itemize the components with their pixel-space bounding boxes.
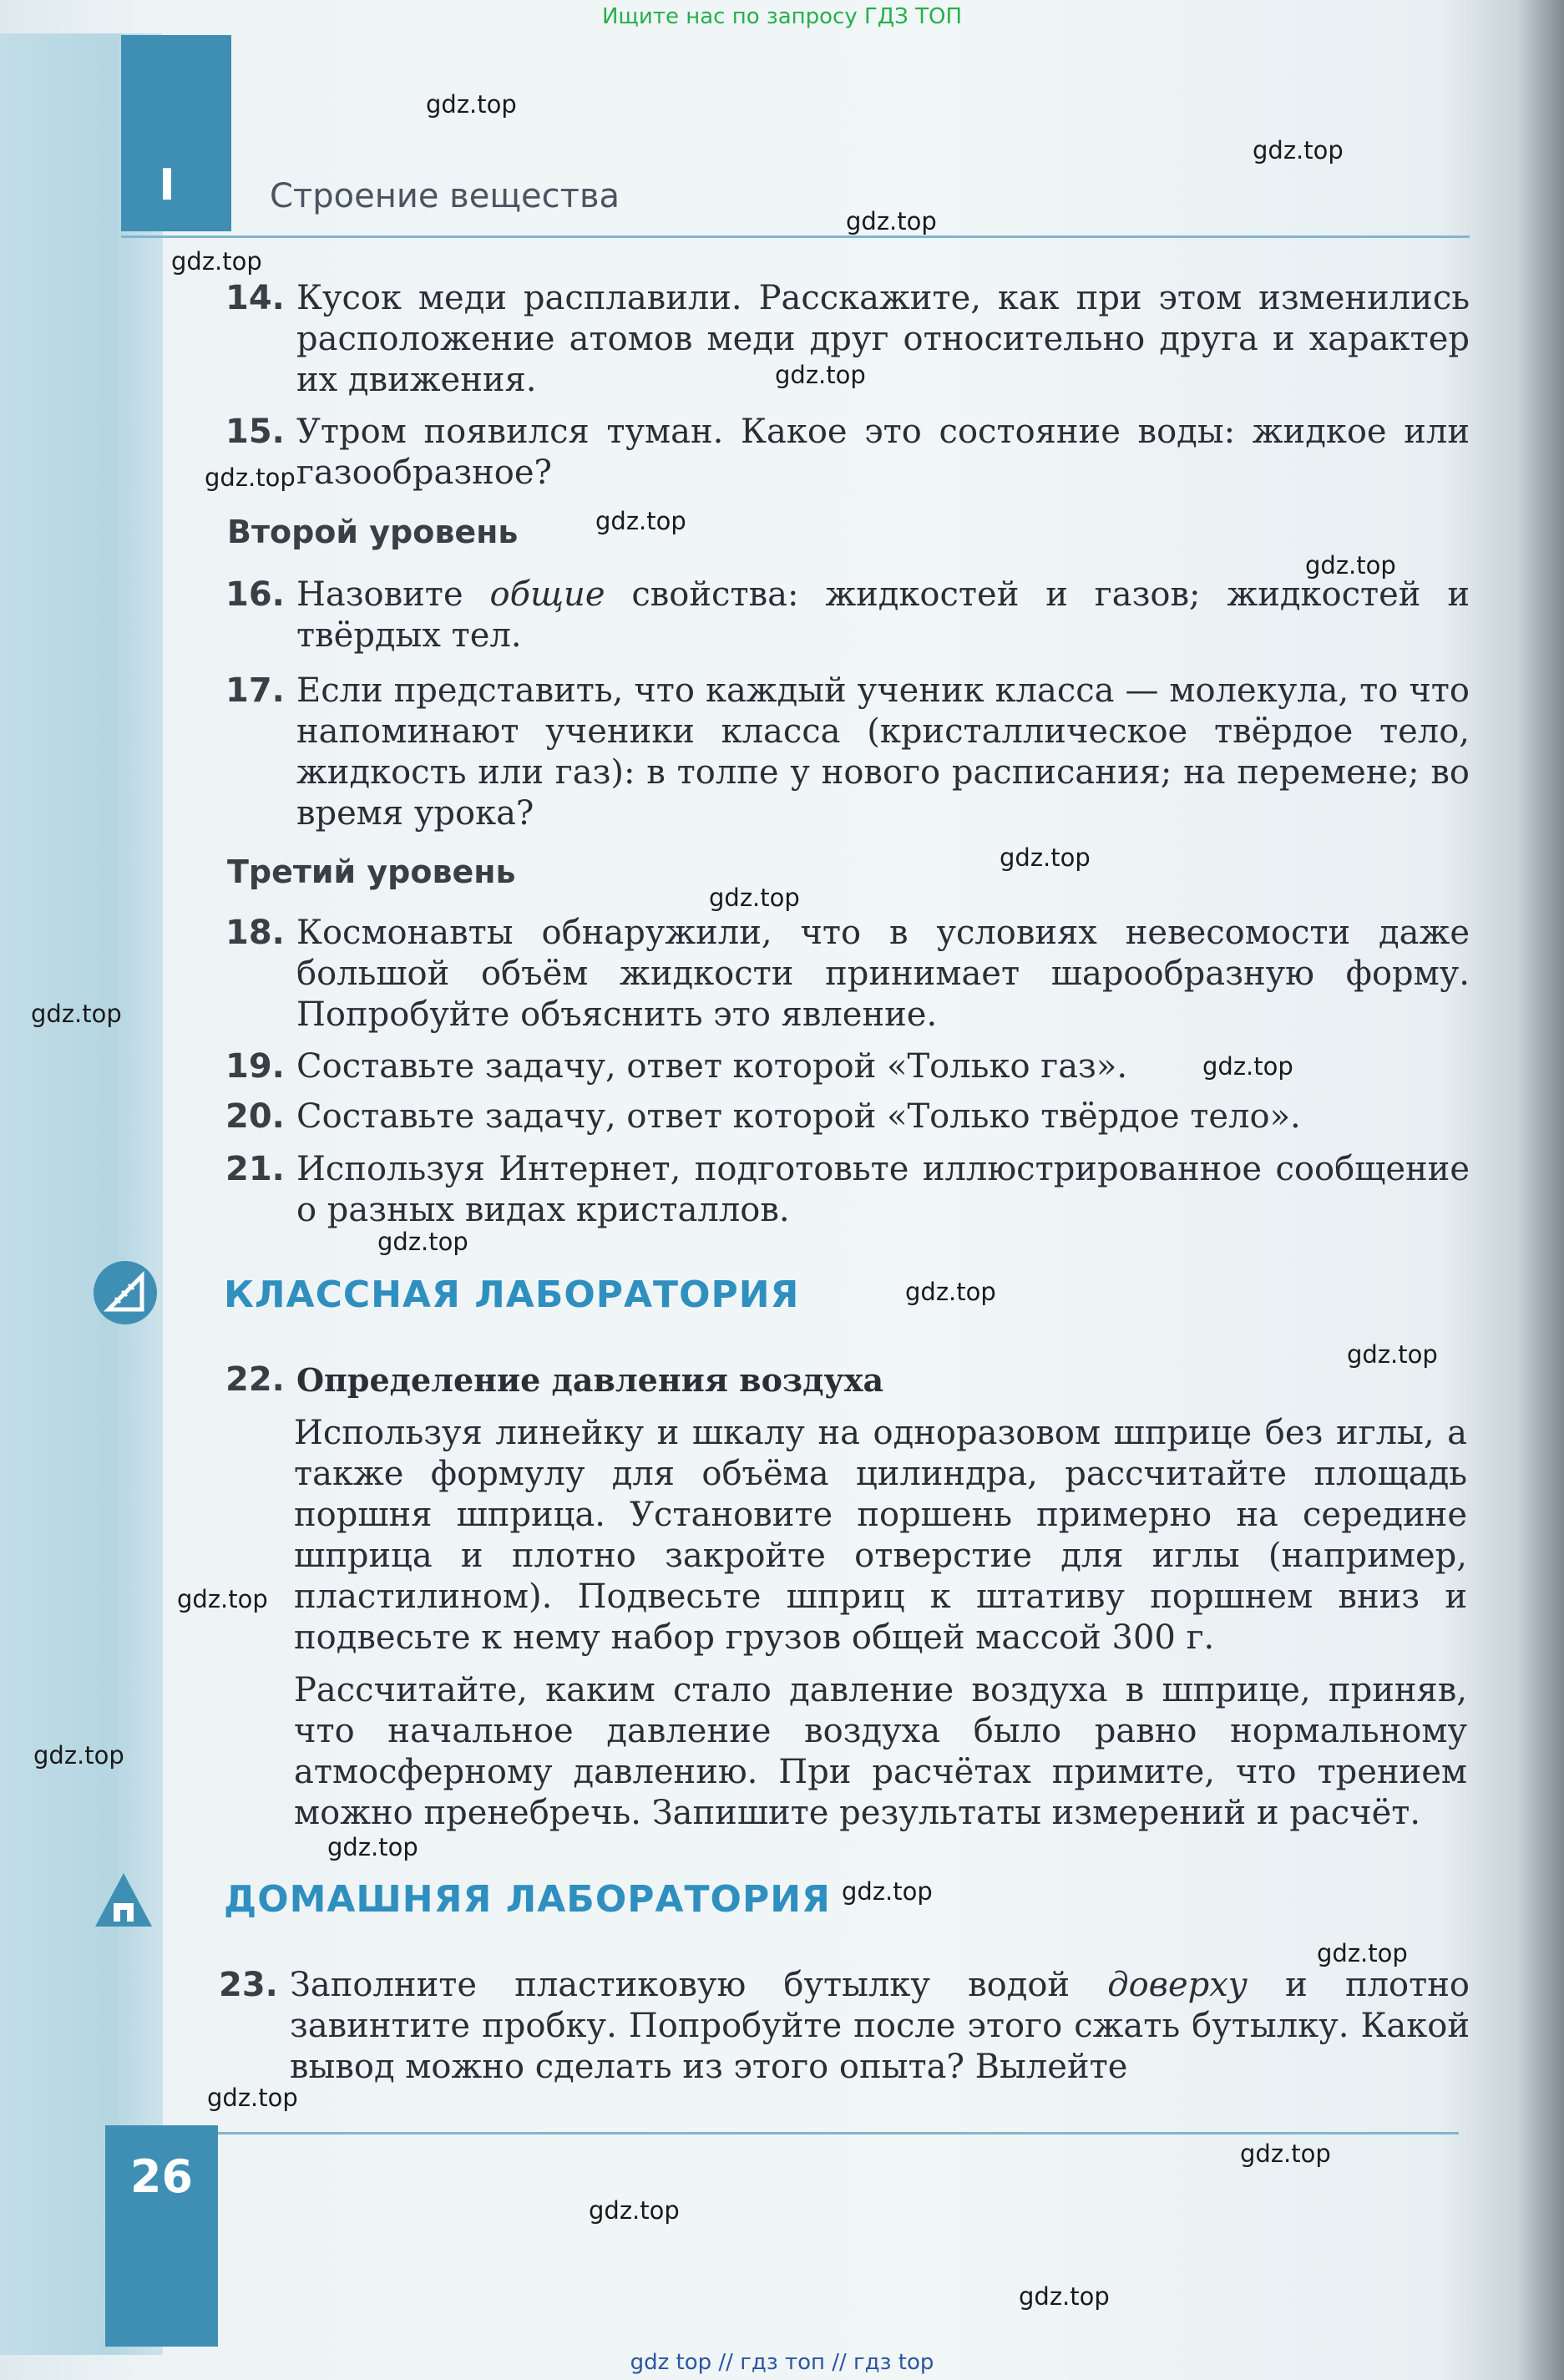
watermark: gdz.top xyxy=(1202,1052,1293,1081)
task-number: 20. xyxy=(225,1097,285,1136)
task-text: Заполните пластиковую бутылку водой доверху и плотно завинтите пробку. Попробуйте после этого сжать бутылку. Какой вывод можно сделать из этого опыта? Вылейте xyxy=(290,1966,1470,2086)
task-20 xyxy=(225,1096,1470,1137)
task-text: Утром появился туман. Какое это состояние воды: жидкое или газообразное? xyxy=(296,413,1470,492)
footer-divider xyxy=(109,2132,1459,2134)
task-number: 18. xyxy=(225,914,285,952)
watermark: gdz.top xyxy=(846,207,937,235)
watermark: gdz.top xyxy=(1019,2282,1110,2311)
watermark: gdz.top xyxy=(905,1278,996,1306)
watermark: gdz.top xyxy=(207,2084,298,2112)
bottom-search-banner[interactable]: gdz top // гдз топ // гдз top xyxy=(630,2350,934,2375)
watermark: gdz.top xyxy=(589,2196,680,2225)
task-number: 19. xyxy=(225,1047,285,1086)
level-heading-3: Третий уровень xyxy=(227,853,516,890)
task-number: 16. xyxy=(225,575,285,614)
home-lab-title: ДОМАШНЯЯ ЛАБОРАТОРИЯ xyxy=(224,1878,831,1921)
task-15 xyxy=(225,412,1470,494)
chapter-number: I xyxy=(159,160,175,210)
page-number: 26 xyxy=(129,2150,194,2203)
watermark: gdz.top xyxy=(1305,551,1396,580)
watermark: gdz.top xyxy=(377,1228,468,1256)
emphasis-word: доверху xyxy=(1107,1966,1248,2004)
watermark: gdz.top xyxy=(595,507,686,535)
watermark: gdz.top xyxy=(1253,136,1344,165)
top-search-banner[interactable]: Ищите нас по запросу ГДЗ ТОП xyxy=(601,4,963,29)
watermark: gdz.top xyxy=(1000,843,1091,872)
task-21 xyxy=(225,1149,1470,1231)
lab-heading: Определение давления воздуха xyxy=(296,1361,884,1399)
task-text: Используя Интернет, подготовьте иллюстрированное сообщение о разных видах кристаллов. xyxy=(296,1150,1470,1229)
left-margin-band xyxy=(0,33,163,2355)
task-number: 23. xyxy=(219,1966,278,2004)
watermark: gdz.top xyxy=(1317,1939,1408,1967)
header-divider xyxy=(121,235,1470,238)
level-heading-2: Второй уровень xyxy=(227,514,519,550)
watermark: gdz.top xyxy=(31,1000,122,1028)
task-number: 15. xyxy=(225,413,285,451)
task-text: Назовите общие свойства: жидкостей и газов; жидкостей и твёрдых тел. xyxy=(296,575,1470,655)
watermark: gdz.top xyxy=(426,90,517,119)
task-number: 22. xyxy=(225,1360,285,1399)
emphasis-word: общие xyxy=(489,575,605,614)
watermark: gdz.top xyxy=(327,1833,418,1861)
watermark: gdz.top xyxy=(842,1877,933,1906)
lab-paragraph-1: Используя линейку и шкалу на одноразовом шприце без иглы, а также формулу для объёма цилиндра, рассчитайте площадь поршня шприца. Установите поршень примерно на середине шприца и плотно закройте отверстие для иглы (например, пластилином). Подвесьте шприц к штативу поршнем вниз и подвесьте к нему набор грузов общей массой 300 г. xyxy=(294,1414,1467,1657)
watermark: gdz.top xyxy=(205,463,296,492)
task-text: Кусок меди расплавили. Расскажите, как при этом изменились расположение атомов меди друг относительно друга и характер их движения. xyxy=(296,279,1470,399)
watermark: gdz.top xyxy=(775,361,866,389)
task-text: Космонавты обнаружили, что в условиях невесомости даже большой объём жидкости принимает шарообразную форму. Попробуйте объяснить это явление. xyxy=(296,914,1470,1034)
house-icon xyxy=(90,1866,157,1933)
watermark: gdz.top xyxy=(171,247,262,276)
watermark: gdz.top xyxy=(1240,2139,1331,2168)
ruler-triangle-icon xyxy=(92,1259,159,1326)
task-17 xyxy=(225,671,1470,834)
watermark: gdz.top xyxy=(1347,1340,1438,1369)
task-text: Составьте задачу, ответ которой «Только газ». xyxy=(296,1047,1128,1086)
task-18 xyxy=(225,913,1470,1036)
task-number: 14. xyxy=(225,279,285,317)
task-text: Составьте задачу, ответ которой «Только твёрдое тело». xyxy=(296,1097,1301,1136)
lab-paragraph-2: Рассчитайте, каким стало давление воздуха в шприце, приняв, что начальное давление воздуха было равно нормальному атмосферному давлению. При расчётах примите, что трением можно пренебречь. Запишите результаты измерений и расчёт. xyxy=(294,1671,1467,1832)
task-number: 17. xyxy=(225,671,285,710)
watermark: gdz.top xyxy=(177,1585,268,1613)
task-number: 21. xyxy=(225,1150,285,1188)
page-title: Строение вещества xyxy=(270,177,620,215)
task-text: Если представить, что каждый ученик класса — молекула, то что напоминают ученики класса (кристаллическое твёрдое тело, жидкость или газ): в толпе у нового расписания; на перемене; во время урока? xyxy=(296,671,1470,833)
watermark: gdz.top xyxy=(33,1741,124,1770)
task-23 xyxy=(219,1965,1470,2088)
class-lab-title: КЛАССНАЯ ЛАБОРАТОРИЯ xyxy=(224,1274,800,1316)
watermark: gdz.top xyxy=(709,884,800,912)
task-16 xyxy=(225,575,1470,656)
